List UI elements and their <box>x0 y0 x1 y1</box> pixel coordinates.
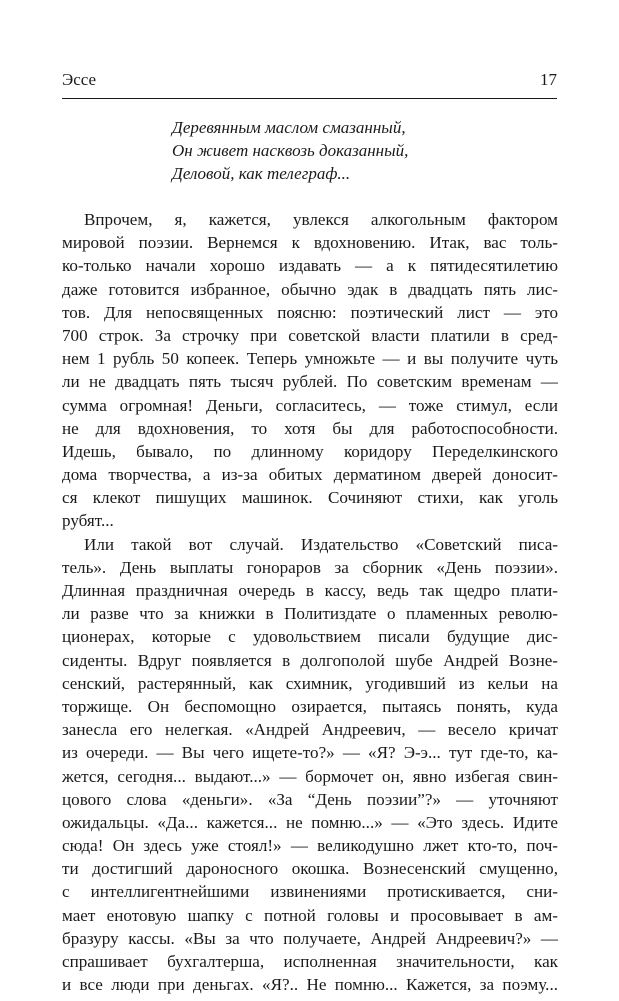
verse-line: Деловой, как телеграф... <box>172 164 351 183</box>
verse-quote <box>172 116 408 185</box>
text-line: ли разве что за книжки в Политиздате о пламенных револю- <box>62 604 558 624</box>
page-number: 17 <box>540 70 557 89</box>
text-line: бразуру кассы. «Вы за что получаете, Андрей Андреевич?» — <box>62 928 558 948</box>
text-line: сумма огромная! Деньги, согласитесь, — тоже стимул, если <box>62 395 558 415</box>
body-text <box>62 208 558 996</box>
text-line: нем 1 рубль 50 копеек. Теперь умножьте — и вы получите чуть <box>62 349 558 369</box>
verse-line: Он живет насквозь доказанный, <box>172 141 409 160</box>
text-line: тов. Для непосвященных поясню: поэтический лист — это <box>62 302 558 322</box>
text-line: дома творчества, а из-за обитых дерматином дверей доносит- <box>62 465 558 485</box>
text-line: ли не двадцать пять тысяч рублей. По советским временам — <box>62 372 558 392</box>
text-line: сюда! Он здесь уже стоял!» — великодушно лжет кто-то, поч- <box>62 836 558 856</box>
text-line: даже готовится избранное, обычно эдак в двадцать пять лис- <box>62 279 558 299</box>
text-line: ционерах, которые с удовольствием писали будущие дис- <box>62 627 558 647</box>
text-line: из очереди. — Вы чего ищете-то?» — «Я? Э-э... тут где-то, ка- <box>62 743 558 763</box>
text-line: и все люди при деньгах. «Я?.. Не помню... Кажется, за поэму... <box>62 975 558 995</box>
text-line: сенский, растерянный, как схимник, угодивший из кельи на <box>62 673 558 693</box>
text-line: торжище. Он беспомощно озирается, пытаясь понять, куда <box>62 696 558 716</box>
text-line: не для вдохновения, то хотя бы для работоспособности. <box>62 418 558 438</box>
text-line: цового слова «деньги». «За “День поэзии”?» — уточняют <box>62 789 558 809</box>
text-line: ти достигший дароносного окошка. Вознесенский смущенно, <box>62 859 558 879</box>
text-line: спрашивает бухгалтерша, исполненная значительности, как <box>62 952 558 971</box>
text-line: ко-только начали хорошо издавать — а к пятидесятилетию <box>62 256 558 276</box>
text-line: мает енотовую шапку с потной головы и просовывает в ам- <box>62 905 558 925</box>
section-title: Эссе <box>62 70 97 89</box>
text-line: занесла его нелегкая. «Андрей Андреевич, — весело кричат <box>62 720 558 740</box>
text-line: Длинная праздничная очередь в кассу, ведь так щедро плати- <box>62 581 558 600</box>
text-line: Или такой вот случай. Издательство «Советский писа- <box>84 534 558 554</box>
text-line: рубят... <box>62 511 114 531</box>
text-line: мировой поэзии. Вернемся к вдохновению. Итак, вас толь- <box>62 233 558 253</box>
text-line: Идешь, бывало, по длинному коридору Переделкинского <box>62 441 558 461</box>
text-line: жется, сегодня... выдают...» — бормочет он, явно избегая свин- <box>62 766 558 786</box>
text-line: ся клекот пишущих машинок. Сочиняют стихи, как уголь <box>62 488 558 508</box>
header-rule <box>62 98 557 99</box>
text-line: Впрочем, я, кажется, увлекся алкогольным фактором <box>84 210 558 229</box>
text-line: 700 строк. За строчку при советской власти платили в сред- <box>62 325 558 345</box>
text-line: тель». День выплаты гонораров за сборник «День поэзии». <box>62 557 558 577</box>
text-line: с интеллигентнейшими извинениями протискивается, сни- <box>62 882 558 902</box>
verse-line: Деревянным маслом смазанный, <box>172 118 406 137</box>
text-line: сиденты. Вдруг появляется в долгополой шубе Андрей Возне- <box>62 650 558 670</box>
text-line: ожидальцы. «Да... кажется... не помню...» — «Это здесь. Идите <box>62 812 558 832</box>
